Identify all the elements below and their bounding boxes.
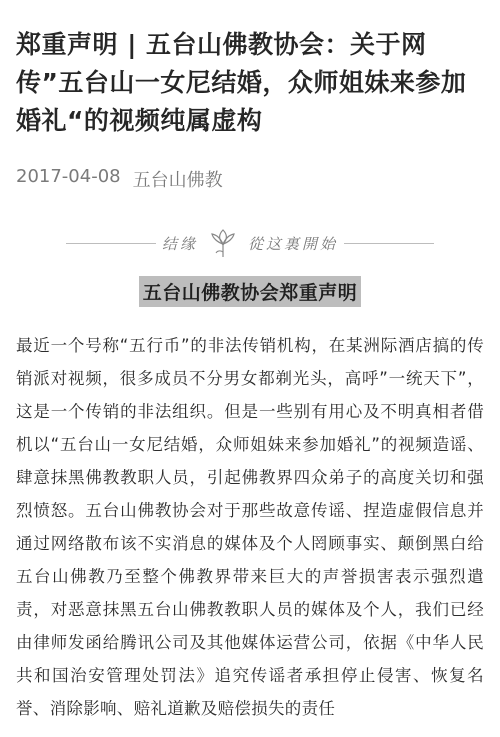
section-divider xyxy=(16,226,484,260)
section-heading: 五台山佛教协会郑重声明 xyxy=(139,276,362,307)
publish-date: 2017-04-08 xyxy=(16,166,121,187)
article-title: 郑重声明 | 五台山佛教协会：关于网传”五台山一女尼结婚，众师姐妹来参加婚礼“的视频纯属虚构 xyxy=(16,30,467,135)
section-heading-wrap xyxy=(16,276,484,307)
divider-text-right: 從这裏開始 xyxy=(248,234,339,253)
lotus-icon xyxy=(208,226,238,260)
divider-line-left xyxy=(66,243,156,244)
account-name-link[interactable]: 五台山佛教 xyxy=(132,170,223,191)
article-body: 最近一个号称“五行币”的非法传销机构，在某洲际酒店搞的传销派对视频，很多成员不分男女都剃光头，高呼”一统天下”，这是一个传销的非法组织。但是一些别有用心及不明真相者借机以“五台山一女尼结婚，众师姐妹来参加婚礼”的视频造谣、肆意抹黑佛教教职人员，引起佛教界四众弟子的高度关切和强烈愤怒。五台山佛教协会对于那些故意传谣、捏造虚假信息并通过网络散布该不实消息的媒体及个人罔顾事实、颠倒黑白给五台山佛教乃至整个佛教界带来巨大的声誉损害表示强烈遣责，对恶意抹黑五台山佛教教职人员的媒体及个人，我们已经由律师发函给腾讯公司及其他媒体运营公司，依据《中华人民共和国治安管理处罚法》追究传谣者承担停止侵害、恢复名誉、消除影响、赔礼道歉及赔偿损失的责任 xyxy=(16,336,484,718)
divider-text-left: 结缘 xyxy=(161,234,198,253)
divider-line-right xyxy=(344,243,434,244)
article-meta xyxy=(16,166,484,192)
